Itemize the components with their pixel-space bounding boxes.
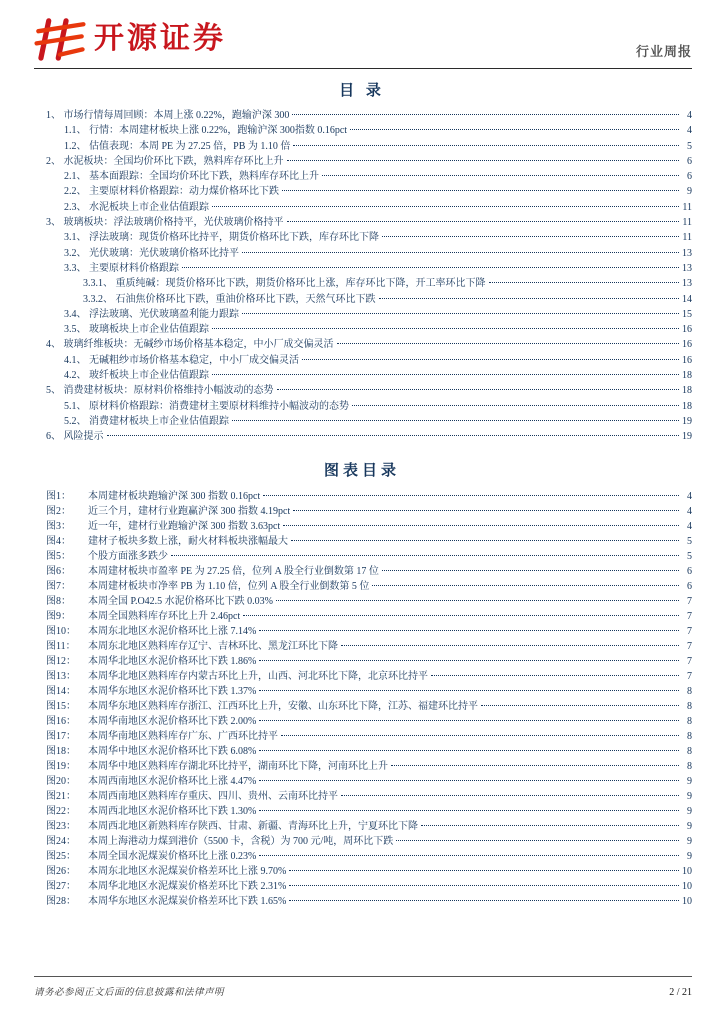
toc-item-page: 13 xyxy=(682,247,692,259)
leader-dots xyxy=(242,252,679,253)
toc-item[interactable] xyxy=(46,139,692,154)
toc-item-page: 9 xyxy=(687,186,692,198)
leader-dots xyxy=(322,175,679,176)
figure-item-label: 本周华北地区熟料库存内蒙古环比上升，山西、河北环比下降，北京环比持平 xyxy=(88,670,428,682)
figure-item[interactable] xyxy=(46,564,692,579)
figure-item-number: 图26： xyxy=(46,865,76,877)
toc-item-page: 14 xyxy=(682,293,692,305)
figure-item-number: 图4： xyxy=(46,535,71,547)
page-number: 2 / 21 xyxy=(669,987,692,998)
leader-dots xyxy=(242,313,679,314)
figure-item-number: 图13： xyxy=(46,670,76,682)
leader-dots xyxy=(372,585,679,586)
toc-item-page: 6 xyxy=(687,171,692,183)
leader-dots xyxy=(431,675,679,676)
figure-item-number: 图5： xyxy=(46,550,71,562)
figure-item[interactable] xyxy=(46,609,692,624)
toc-item[interactable] xyxy=(46,399,692,414)
figure-item-label: 本周华东地区熟料库存浙江、江西环比上升，安徽、山东环比下降，江苏、福建环比持平 xyxy=(88,700,478,712)
toc-item-page: 18 xyxy=(682,370,692,382)
toc-item-label: 4.1、 无碱粗纱市场价格基本稳定，中小厂成交偏灵活 xyxy=(64,354,299,366)
toc-item-page: 11 xyxy=(682,232,692,244)
company-name: 开源证券 xyxy=(94,22,226,55)
figure-item[interactable] xyxy=(46,849,692,864)
figure-item[interactable] xyxy=(46,534,692,549)
figure-item-page: 10 xyxy=(682,880,692,892)
figure-item-label: 本周西南地区水泥价格环比上涨 4.47% xyxy=(88,775,257,787)
figure-item-number: 图15： xyxy=(46,700,76,712)
toc-item[interactable] xyxy=(46,169,692,184)
figure-item-page: 8 xyxy=(687,700,692,712)
toc-item-label: 5.1、 原材料价格跟踪：消费建材主要原材料维持小幅波动的态势 xyxy=(64,400,349,412)
figure-item-number: 图25： xyxy=(46,850,76,862)
leader-dots xyxy=(337,343,680,344)
figure-item[interactable] xyxy=(46,579,692,594)
report-type-label: 行业周报 xyxy=(635,44,692,59)
toc-item-page: 19 xyxy=(682,415,692,427)
toc-title: 目 录 xyxy=(339,83,385,99)
figure-item-page: 7 xyxy=(687,595,692,607)
page-header xyxy=(0,0,724,68)
leader-dots xyxy=(302,359,679,360)
figure-item-number: 图1： xyxy=(46,490,71,502)
figure-item[interactable] xyxy=(46,504,692,519)
toc-item[interactable] xyxy=(46,353,692,368)
toc-item[interactable] xyxy=(46,307,692,322)
leader-dots xyxy=(287,160,680,161)
figure-item-label: 本周全国水泥煤炭价格环比上涨 0.23% xyxy=(88,850,257,862)
figure-item-page: 7 xyxy=(687,655,692,667)
toc-item[interactable] xyxy=(46,261,692,276)
figure-item-page: 7 xyxy=(687,625,692,637)
figure-item-number: 图23： xyxy=(46,820,76,832)
toc-item[interactable] xyxy=(46,246,692,261)
toc-item-label: 1.1、 行情：本周建材板块上涨 0.22%，跑输沪深 300指数 0.16pct xyxy=(64,125,348,137)
header-divider xyxy=(34,68,692,69)
figure-item-page: 8 xyxy=(687,685,692,697)
figure-item-number: 图6： xyxy=(46,565,71,577)
figure-item-page: 10 xyxy=(682,865,692,877)
figure-item-label: 近三个月，建材行业跑赢沪深 300 指数 4.19pct xyxy=(88,505,291,517)
toc-item-page: 16 xyxy=(682,339,692,351)
toc-item-label: 1.2、 估值表现：本周 PE 为 27.25 倍，PB 为 1.10 倍 xyxy=(64,140,291,152)
figure-item[interactable] xyxy=(46,549,692,564)
leader-dots xyxy=(171,555,679,556)
figure-item-number: 图14： xyxy=(46,685,76,697)
figure-item-number: 图17： xyxy=(46,730,76,742)
figure-item-label: 本周华南地区熟料库存广东、广西环比持平 xyxy=(88,730,278,742)
figure-item-label: 本周上海港动力煤到港价（5500 卡，含税）为 700 元/吨，周环比下跌 xyxy=(88,835,394,847)
leader-dots xyxy=(259,690,679,691)
toc-item-label: 2.3、 水泥板块上市企业估值跟踪 xyxy=(64,201,209,213)
figure-item-label: 本周华南地区水泥价格环比下跌 2.00% xyxy=(88,715,257,727)
leader-dots xyxy=(212,374,679,375)
toc-item-page: 13 xyxy=(682,262,692,274)
toc-item-label: 3.3.2、 石油焦价格环比下跌，重油价格环比下跌，天然气环比下跌 xyxy=(83,293,376,305)
figure-item[interactable] xyxy=(46,879,692,894)
toc-item-page: 4 xyxy=(687,125,692,137)
figure-item-label: 本周全国 P.O42.5 水泥价格环比下跌 0.03% xyxy=(88,595,274,607)
figure-item[interactable] xyxy=(46,864,692,879)
leader-dots xyxy=(243,615,679,616)
toc-item-label: 6、 风险提示 xyxy=(46,431,104,443)
figure-item-page: 8 xyxy=(687,745,692,757)
figure-item[interactable] xyxy=(46,774,692,789)
leader-dots xyxy=(292,114,679,115)
leader-dots xyxy=(107,435,680,436)
company-logo xyxy=(34,16,226,62)
figure-item-page: 8 xyxy=(687,730,692,742)
toc-item[interactable] xyxy=(46,414,692,429)
figure-item[interactable] xyxy=(46,654,692,669)
toc-item-label: 3.3、 主要原材料价格跟踪 xyxy=(64,262,179,274)
toc-item-page: 18 xyxy=(682,400,692,412)
figure-item-number: 图20： xyxy=(46,775,76,787)
toc-item[interactable] xyxy=(46,108,692,123)
figure-item[interactable] xyxy=(46,624,692,639)
figure-item[interactable] xyxy=(46,669,692,684)
figure-item-number: 图24： xyxy=(46,835,76,847)
figure-item-label: 建材子板块多数上涨，耐火材料板块涨幅最大 xyxy=(88,535,288,547)
toc-item[interactable] xyxy=(46,337,692,352)
figure-item[interactable] xyxy=(46,789,692,804)
toc-item[interactable] xyxy=(46,154,692,169)
toc-item-label: 1、 市场行情每周回顾：本周上涨 0.22%，跑输沪深 300 xyxy=(46,110,290,121)
leader-dots xyxy=(232,420,679,421)
page-footer xyxy=(34,976,692,998)
figure-item-number: 图2： xyxy=(46,505,71,517)
leader-dots xyxy=(341,795,679,796)
leader-dots xyxy=(421,825,679,826)
toc-item-page: 11 xyxy=(682,217,692,229)
figure-item[interactable] xyxy=(46,489,692,504)
toc-item-page: 5 xyxy=(687,140,692,152)
figure-item-page: 6 xyxy=(687,565,692,577)
leader-dots xyxy=(289,900,679,901)
toc-item-label: 4、 玻璃纤维板块：无碱纱市场价格基本稳定，中小厂成交偏灵活 xyxy=(46,339,334,351)
figure-item-page: 9 xyxy=(687,805,692,817)
toc-item-label: 3、 玻璃板块：浮法玻璃价格持平，光伏玻璃价格持平 xyxy=(46,217,284,229)
figure-item-page: 9 xyxy=(687,775,692,787)
toc-item[interactable] xyxy=(46,276,692,291)
figure-item[interactable] xyxy=(46,819,692,834)
leader-dots xyxy=(382,570,679,571)
figure-item-page: 4 xyxy=(687,520,692,532)
toc-item[interactable] xyxy=(46,322,692,337)
leader-dots xyxy=(259,750,679,751)
figure-item[interactable] xyxy=(46,699,692,714)
figure-item-page: 7 xyxy=(687,610,692,622)
toc-item-label: 2.1、 基本面跟踪：全国均价环比下跌，熟料库存环比上升 xyxy=(64,171,319,183)
toc-item-label: 3.2、 光伏玻璃：光伏玻璃价格环比持平 xyxy=(64,247,239,259)
leader-dots xyxy=(379,298,680,299)
toc-item[interactable] xyxy=(46,184,692,199)
figure-item-page: 7 xyxy=(687,670,692,682)
figure-item-label: 本周东北地区水泥煤炭价格差环比上涨 9.70% xyxy=(88,865,287,877)
figure-item-label: 本周建材板块市净率 PB 为 1.10 倍，位列 A 股全行业倒数第 5 位 xyxy=(88,580,370,592)
figure-item-page: 9 xyxy=(687,820,692,832)
leader-dots xyxy=(283,525,679,526)
leader-dots xyxy=(281,735,679,736)
figure-item-label: 本周建材板块跑输沪深 300 指数 0.16pct xyxy=(88,490,261,502)
toc-item-label: 2.2、 主要原材料价格跟踪：动力煤价格环比下跌 xyxy=(64,186,279,198)
leader-dots xyxy=(259,810,679,811)
leader-dots xyxy=(293,510,679,511)
figure-item[interactable] xyxy=(46,684,692,699)
figure-item[interactable] xyxy=(46,894,692,909)
leader-dots xyxy=(289,885,679,886)
figure-item-label: 本周华北地区水泥煤炭价格差环比下跌 2.31% xyxy=(88,880,287,892)
figure-item-number: 图21： xyxy=(46,790,76,802)
figure-item-label: 本周华中地区熟料库存湖北环比持平，湖南环比下降，河南环比上升 xyxy=(88,760,388,772)
figure-item-number: 图12： xyxy=(46,655,76,667)
figure-item-page: 9 xyxy=(687,790,692,802)
leader-dots xyxy=(391,765,679,766)
figure-item[interactable] xyxy=(46,759,692,774)
leader-dots xyxy=(341,645,679,646)
figure-item-number: 图8： xyxy=(46,595,71,607)
figure-item[interactable] xyxy=(46,639,692,654)
figure-item-label: 本周西北地区新熟料库存陕西、甘肃、新疆、青海环比上升，宁夏环比下降 xyxy=(88,820,418,832)
toc-item-page: 6 xyxy=(687,155,692,167)
toc-item[interactable] xyxy=(46,230,692,245)
figure-item-page: 7 xyxy=(687,640,692,652)
figure-item-label: 本周建材板块市盈率 PE 为 27.25 倍，位列 A 股全行业倒数第 17 位 xyxy=(88,565,379,577)
figure-item-page: 4 xyxy=(687,490,692,502)
figure-item-number: 图19： xyxy=(46,760,76,772)
leader-dots xyxy=(263,495,679,496)
figure-item-page: 10 xyxy=(682,895,692,907)
toc-item-page: 13 xyxy=(682,278,692,290)
figure-item-label: 个股方面涨多跌少 xyxy=(88,550,168,562)
leader-dots xyxy=(259,720,679,721)
figure-item-label: 本周西南地区熟料库存重庆、四川、贵州、云南环比持平 xyxy=(88,790,338,802)
figure-item-number: 图28： xyxy=(46,895,76,907)
figure-item-number: 图9： xyxy=(46,610,71,622)
toc-item-label: 3.5、 玻璃板块上市企业估值跟踪 xyxy=(64,324,209,336)
figure-item-page: 5 xyxy=(687,550,692,562)
toc-item-label: 5.2、 消费建材板块上市企业估值跟踪 xyxy=(64,415,229,427)
figure-item-number: 图3： xyxy=(46,520,71,532)
figure-item-number: 图7： xyxy=(46,580,71,592)
figure-item-label: 本周东北地区水泥价格环比上涨 7.14% xyxy=(88,625,257,637)
toc-item-label: 2、 水泥板块：全国均价环比下跌，熟料库存环比上升 xyxy=(46,155,284,167)
leader-dots xyxy=(259,630,679,631)
figure-item[interactable] xyxy=(46,594,692,609)
disclaimer-text: 请务必参阅正文后面的信息披露和法律声明 xyxy=(34,988,225,998)
figure-item-label: 本周华东地区水泥煤炭价格差环比下跌 1.65% xyxy=(88,895,287,907)
figure-item-page: 9 xyxy=(687,835,692,847)
toc-item-page: 16 xyxy=(682,324,692,336)
brand-wheat-icon xyxy=(34,16,86,62)
figure-item[interactable] xyxy=(46,834,692,849)
figure-item-number: 图18： xyxy=(46,745,76,757)
leader-dots xyxy=(489,282,680,283)
figure-item-page: 6 xyxy=(687,580,692,592)
leader-dots xyxy=(212,328,679,329)
leader-dots xyxy=(277,389,680,390)
figure-item-page: 8 xyxy=(687,715,692,727)
toc-item-page: 4 xyxy=(687,110,692,121)
figure-item-label: 近一年，建材行业跑输沪深 300 指数 3.63pct xyxy=(88,520,281,532)
toc-item[interactable] xyxy=(46,200,692,215)
toc-item[interactable] xyxy=(46,123,692,138)
toc-list xyxy=(0,108,724,445)
figure-item-label: 本周全国熟料库存环比上升 2.46pct xyxy=(88,610,241,622)
toc-item-page: 16 xyxy=(682,354,692,366)
toc-item[interactable] xyxy=(46,215,692,230)
figure-item-number: 图22： xyxy=(46,805,76,817)
toc-item-page: 15 xyxy=(682,308,692,320)
leader-dots xyxy=(212,206,679,207)
figures-list xyxy=(0,489,724,909)
figure-item[interactable] xyxy=(46,519,692,534)
leader-dots xyxy=(481,705,679,706)
toc-item-label: 3.4、 浮法玻璃、光伏玻璃盈利能力跟踪 xyxy=(64,308,239,320)
leader-dots xyxy=(352,405,679,406)
figure-item-page: 4 xyxy=(687,505,692,517)
figures-title: 图表目录 xyxy=(323,462,400,479)
figure-item-number: 图16： xyxy=(46,715,76,727)
toc-item[interactable] xyxy=(46,292,692,307)
leader-dots xyxy=(287,221,680,222)
leader-dots xyxy=(182,267,679,268)
figure-item[interactable] xyxy=(46,714,692,729)
figure-item-label: 本周东北地区熟料库存辽宁、吉林环比、黑龙江环比下降 xyxy=(88,640,338,652)
toc-item-page: 18 xyxy=(682,385,692,397)
leader-dots xyxy=(350,129,679,130)
figure-item-label: 本周华东地区水泥价格环比下跌 1.37% xyxy=(88,685,257,697)
figure-item-page: 8 xyxy=(687,760,692,772)
toc-item-label: 4.2、 玻纤板块上市企业估值跟踪 xyxy=(64,370,209,382)
figure-item-page: 5 xyxy=(687,535,692,547)
figure-item-label: 本周华中地区水泥价格环比下跌 6.08% xyxy=(88,745,257,757)
figure-item-number: 图27： xyxy=(46,880,76,892)
figure-item-number: 图11： xyxy=(46,640,76,652)
figure-item-page: 9 xyxy=(687,850,692,862)
leader-dots xyxy=(276,600,679,601)
toc-item[interactable] xyxy=(46,429,692,444)
toc-item-label: 3.1、 浮法玻璃：现货价格环比持平，期货价格环比下跌，库存环比下降 xyxy=(64,232,379,244)
figure-item[interactable] xyxy=(46,804,692,819)
leader-dots xyxy=(259,780,679,781)
figure-item[interactable] xyxy=(46,729,692,744)
leader-dots xyxy=(396,840,679,841)
leader-dots xyxy=(291,540,679,541)
leader-dots xyxy=(259,660,679,661)
leader-dots xyxy=(259,855,679,856)
toc-item[interactable] xyxy=(46,383,692,398)
toc-item-label: 5、 消费建材板块：原材料价格维持小幅波动的态势 xyxy=(46,385,274,397)
leader-dots xyxy=(382,236,679,237)
figure-item-number: 图10： xyxy=(46,625,76,637)
figure-item-label: 本周西北地区水泥价格环比下跌 1.30% xyxy=(88,805,257,817)
leader-dots xyxy=(289,870,679,871)
leader-dots xyxy=(282,190,679,191)
toc-item-page: 19 xyxy=(682,431,692,443)
leader-dots xyxy=(293,145,679,146)
figure-item-label: 本周华北地区水泥价格环比下跌 1.86% xyxy=(88,655,257,667)
toc-item-label: 3.3.1、 重质纯碱：现货价格环比下跌，期货价格环比上涨，库存环比下降，开工率环比下降 xyxy=(83,278,486,290)
toc-item-page: 11 xyxy=(682,201,692,213)
figure-item[interactable] xyxy=(46,744,692,759)
toc-item[interactable] xyxy=(46,368,692,383)
